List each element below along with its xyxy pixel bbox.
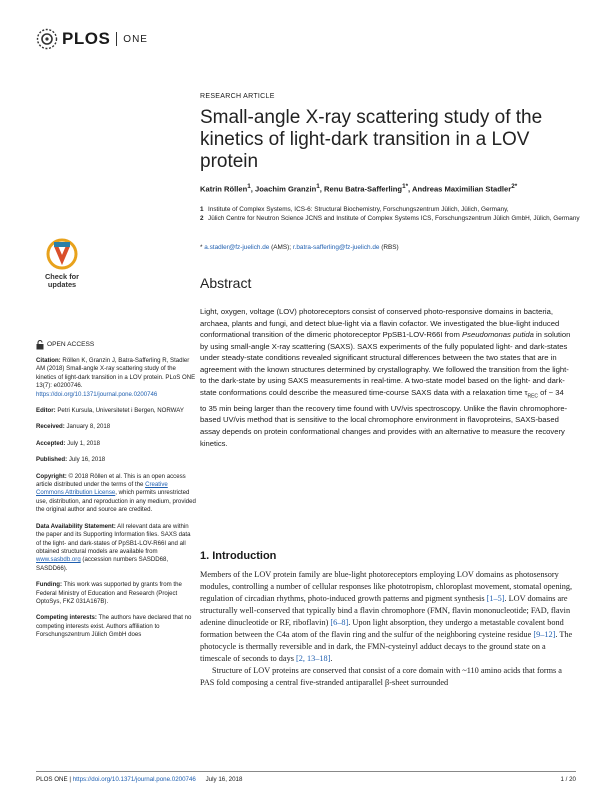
affiliation-number: 1 [200, 206, 204, 213]
abstract-text: of ~ 34 to 35 min being larger than the recovery time found with UV/vis spectroscopy. Unlike the flavin chromophore-based UV/vis method that is sensitive to the local chromophore environment in flavoproteins, SAXS-based assay depends on protein conformational changes and provides with an alternative to measure the recovery kinetics. [200, 387, 568, 448]
abstract-text: in solution by using small-angle X-ray scattering (SAXS). SAXS experiments of the fully populated light- and dark-states under steady-state conditions revealed significant structural differences between the two states that are in agreement with the known structures determined by crystallography. We followed the transition from the light- to the dark-state by using SAXS measurements in real-time. A two-state model based on the light- and dark-state conformations could describe the measured time-course SAXS data with a relaxation time τ [200, 330, 571, 397]
editor-label: Editor: [36, 407, 56, 415]
author-affil-marker: 1 [247, 183, 251, 190]
plos-brand: PLOS [62, 29, 111, 48]
author-name: Andreas Maximilian Stadler [412, 184, 512, 194]
open-access-label [36, 340, 196, 350]
citation-doi-link[interactable]: https://doi.org/10.1371/journal.pone.0200746 [36, 390, 158, 398]
introduction-body [200, 569, 573, 689]
data-availability [36, 523, 196, 573]
competing-text: The authors have declared that no competing interests exist. Authors affiliation to Forschungszentrum Jülich GmbH does [36, 614, 192, 639]
intro-text: . [330, 653, 333, 663]
badge-line1: Check for [44, 272, 80, 281]
plos-one-logo[interactable] [36, 28, 148, 50]
update-ribbon-icon [37, 238, 87, 272]
received-label: Received: [36, 423, 65, 431]
reference-link[interactable]: [6–8] [330, 617, 349, 627]
sasbdb-link[interactable]: www.sasbdb.org [36, 556, 81, 564]
data-availability-text-rest: (accession numbers SASDD68, SASDD66). [36, 556, 169, 572]
correspondence [200, 244, 580, 251]
abstract-text: Light, oxygen, voltage (LOV) photoreceptors consist of conserved photo-responsive domains in bacteria, archaea, plants and fungi, and detect blue-light via a flavin cofactor. We investigated the blue-light induced conformational transition of the dimeric photoreceptor PpSB1-LOV-R66I from [200, 307, 560, 340]
funding [36, 581, 196, 606]
affiliation-number: 2 [200, 215, 204, 223]
author-affil-marker: 1* [402, 183, 409, 190]
tau-subscript: REC [527, 393, 539, 400]
species-name: Pseudomonas putida [462, 330, 534, 340]
copyright-label: Copyright: [36, 472, 67, 480]
received-text: January 8, 2018 [64, 423, 111, 431]
article-type: RESEARCH ARTICLE [200, 93, 275, 100]
footer-date: July 16, 2018 [205, 776, 243, 783]
author-affil-marker: 2* [511, 183, 518, 190]
citation-text: Röllen K, Granzin J, Batra-Safferling R, Stadler AM (2018) Small-angle X-ray scattering study of the kinetics of light-dark transition in a LOV protein. PLoS ONE 13(7): e0200746. [36, 357, 196, 390]
open-lock-icon [36, 340, 44, 350]
email-link-stadler[interactable]: a.stadler@fz-juelich.de [204, 244, 270, 251]
footer-separator: | [67, 776, 73, 783]
author-list: Katrin Röllen$^1$, Joachim Granzin$^1$, Renu Batra-Safferling$^{1*}$, Andreas Maximilian Stadler$^{2*}$ [200, 183, 518, 194]
abstract-heading: Abstract [200, 275, 252, 291]
affiliation-text: Jülich Centre for Neutron Science JCNS and Institute of Complex Systems ICS, Forschungszentrum Jülich GmbH, Jülich, Germany [208, 215, 580, 223]
article-title: Small-angle X-ray scattering study of the kinetics of light-dark transition in a LOV protein [200, 107, 543, 172]
intro-text: . LOV domains are structurally well-conserved that typically bind a flavin chromophore (FMN, flavin mononucleotide; FAD, flavin adenine dinucleotide or RF, riboflavin) [200, 593, 571, 627]
competing-interests [36, 614, 196, 639]
author-name: Katrin Röllen [200, 184, 248, 194]
copyright [36, 473, 196, 515]
abstract-paragraph [200, 306, 572, 449]
badge-line2: updates [47, 280, 77, 289]
funding-label: Funding: [36, 581, 63, 589]
published-label: Published: [36, 456, 68, 464]
asterisk-marker: * [200, 244, 205, 251]
copyright-text-rest: , which permits unrestricted use, distribution, and reproduction in any medium, provided the original author and source are credited. [36, 489, 196, 514]
author-affil-marker: 1 [316, 183, 320, 190]
citation [36, 357, 196, 399]
data-availability-text: All relevant data are within the paper and its Supporting Information files. SAXS data of the light- and dark-states of PpSB1-LOV-R66I and all obtained structural models are available from [36, 522, 191, 555]
editor [36, 407, 196, 415]
affiliation-item [200, 214, 580, 223]
affiliation-item [200, 205, 580, 214]
page-number: 1 / 20 [560, 776, 576, 783]
published-text: July 16, 2018 [67, 456, 106, 464]
author-name: Joachim Granzin [255, 184, 317, 194]
open-access-text: OPEN ACCESS [47, 340, 95, 348]
correspondence-tag: (AMS); [269, 244, 293, 251]
intro-text: . Upon light absorption, they undergo a metastable covalent bond formation between the C4a atom of the flavin ring and the sulfur of the neighboring cysteine residue [200, 617, 564, 639]
introduction-heading: 1. Introduction [200, 550, 277, 562]
citation-label: Citation: [36, 357, 61, 364]
footer-doi-link[interactable]: https://doi.org/10.1371/journal.pone.0200746 [72, 776, 196, 783]
article-sidebar [36, 340, 196, 648]
email-link-batra[interactable]: r.batra-safferling@fz-juelich.de [292, 244, 380, 251]
journal-name: ONE [123, 33, 148, 45]
reference-link[interactable]: [2, 13–18] [296, 653, 331, 663]
affiliation-text: Institute of Complex Systems, ICS-6: Structural Biochemistry, Forschungszentrum Jülich, Jülich, Germany, [208, 206, 509, 213]
intro-paragraph [200, 569, 573, 665]
data-availability-label: Data Availability Statement: [36, 522, 116, 530]
footer-journal: PLOS ONE [36, 776, 68, 783]
accepted-date [36, 440, 196, 448]
published-date [36, 456, 196, 464]
footer-divider [36, 771, 576, 772]
intro-text: Structure of LOV proteins are conserved that consist of a core domain with ~110 amino acids that forms a PAS fold composing a central five-stranded antiparallel β-sheet surrounded [200, 665, 562, 687]
correspondence-tag: (RBS) [379, 244, 399, 251]
reference-link[interactable]: [1–5] [486, 593, 505, 603]
received-date [36, 423, 196, 431]
license-link[interactable]: Creative Commons Attribution License [36, 481, 168, 497]
funding-text: This work was supported by grants from the Federal Ministry of Education and Research (Project OptoSys, FKZ 031A167B). [36, 581, 182, 605]
intro-text: . The photocycle is thermally reversible and in dark, the FMN-cysteinyl adduct decays to the ground state on a timescale of seconds to days [200, 629, 573, 663]
affiliations [200, 205, 580, 223]
editor-text: Petri Kursula, Universitetet i Bergen, NORWAY [55, 407, 184, 415]
logo-divider [116, 32, 117, 46]
reference-link[interactable]: [9–12] [533, 629, 556, 639]
footer-citation [36, 776, 242, 783]
intro-paragraph [200, 665, 573, 689]
author-name: Renu Batra-Safferling [324, 184, 403, 194]
check-for-updates-badge[interactable] [37, 238, 87, 298]
intro-text: Members of the LOV protein family are blue-light photoreceptors employing LOV domains as photosensory modules, controlling a number of cellular responses like phototropism, chloroplast movement, stomatal opening, regulation of circadian rhythms, photo-induced growth patterns and pigment synthesis [200, 570, 573, 603]
copyright-text: © 2018 Röllen et al. This is an open access article distributed under the terms of the [36, 472, 186, 489]
abstract-body [200, 306, 572, 449]
plos-logo-icon [36, 28, 58, 50]
competing-label: Competing interests: [36, 614, 97, 622]
accepted-text: July 1, 2018 [65, 439, 101, 447]
accepted-label: Accepted: [36, 439, 66, 447]
